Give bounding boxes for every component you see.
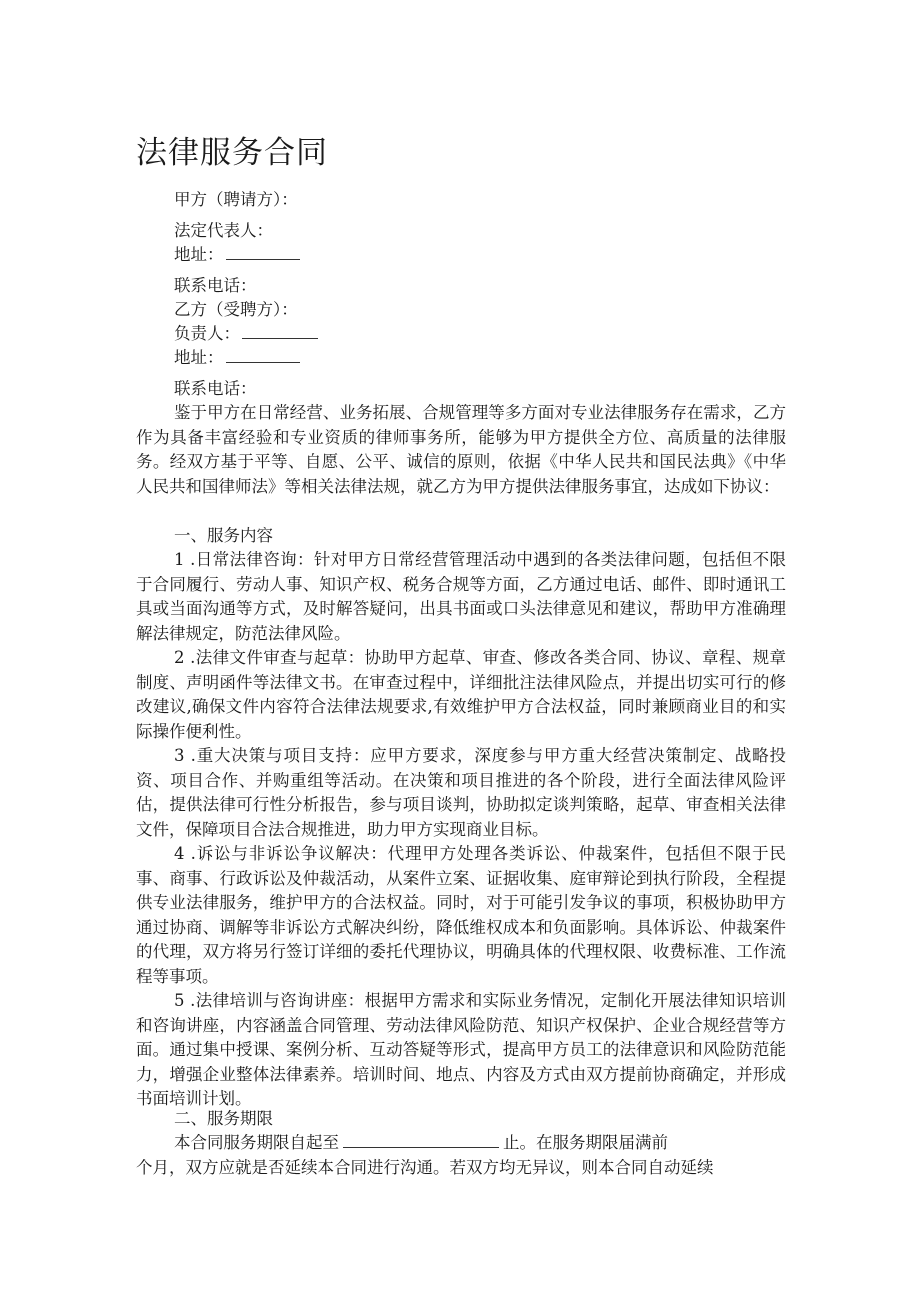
document-title: 法律服务合同 xyxy=(136,135,328,171)
party-a-label: 甲方（聘请方）： xyxy=(174,190,298,209)
service-item-5: 5 .法律培训与咨询讲座：根据甲方需求和实际业务情况，定制化开展法律知识培训和咨询讲座，内容涵盖合同管理、劳动法律风险防范、知识产权保护、企业合规经营等方面。通过集中授课、案例分析、互动答疑等形式，提高甲方员工的法律意识和风险防范能力，增强企业整体法律素养。培训时间、地点、内容及方式由双方提前协商确定，并形成书面培训计划。 xyxy=(136,991,786,1109)
term-end-blank xyxy=(343,1131,499,1148)
legal-rep-label: 法定代表人： xyxy=(174,221,273,240)
intro-paragraph: 鉴于甲方在日常经营、业务拓展、合规管理等多方面对专业法律服务存在需求，乙方作为具备丰富经验和专业资质的律师事务所，能够为甲方提供全方位、高质量的法律服务。经双方基于平等、自愿、公平、诚信的原则，依据《中华人民共和国民法典》《中华人民共和国律师法》等相关法律法规，就乙方为甲方提供法律服务事宜，达成如下协议： xyxy=(136,403,786,496)
address-a-blank xyxy=(226,243,300,260)
service-term-paragraph xyxy=(136,1131,786,1156)
responsible-blank xyxy=(242,322,318,339)
address-a-label: 地址： xyxy=(174,245,224,264)
address-b-blank xyxy=(226,346,300,363)
phone-b-label: 联系电话： xyxy=(174,379,257,398)
service-item-1: 1 .日常法律咨询：针对甲方日常经营管理活动中遇到的各类法律问题，包括但不限于合同履行、劳动人事、知识产权、税务合规等方面，乙方通过电话、邮件、即时通讯工具或当面沟通等方式，及时解答疑问，出具书面或口头法律意见和建议，帮助甲方准确理解法律规定，防范法律风险。 xyxy=(136,550,786,643)
term-suffix: 止。在服务期限届满前 xyxy=(503,1133,668,1152)
address-a-row xyxy=(174,243,300,267)
service-term-continuation: 个月，双方应就是否延续本合同进行沟通。若双方均无异议，则本合同自动延续 xyxy=(136,1158,714,1177)
term-prefix: 本合同服务期限自起至 xyxy=(174,1133,339,1152)
service-item-4: 4 .诉讼与非诉讼争议解决：代理甲方处理各类诉讼、仲裁案件，包括但不限于民事、商事、行政诉讼及仲裁活动，从案件立案、证据收集、庭审辩论到执行阶段，全程提供专业法律服务，维护甲方的合法权益。同时，对于可能引发争议的事项，积极协助甲方通过协商、调解等非诉讼方式解决纠纷，降低维权成本和负面影响。具体诉讼、仲裁案件的代理，双方将另行签订详细的委托代理协议，明确具体的代理权限、收费标准、工作流程等事项。 xyxy=(136,844,786,986)
section1-heading: 一、服务内容 xyxy=(174,526,273,545)
responsible-label: 负责人： xyxy=(174,324,240,343)
address-b-row xyxy=(174,346,300,370)
phone-a-label: 联系电话： xyxy=(174,276,257,295)
service-item-2: 2 .法律文件审查与起草：协助甲方起草、审查、修改各类合同、协议、章程、规章制度、声明函件等法律文书。在审查过程中，详细批注法律风险点，并提出切实可行的修改建议,确保文件内容符合法律法规要求,有效维护甲方合法权益，同时兼顾商业目的和实际操作便利性。 xyxy=(136,648,786,741)
service-item-3: 3 .重大决策与项目支持：应甲方要求，深度参与甲方重大经营决策制定、战略投资、项目合作、并购重组等活动。在决策和项目推进的各个阶段，进行全面法律风险评估，提供法律可行性分析报告，参与项目谈判，协助拟定谈判策略，起草、审查相关法律文件，保障项目合法合规推进，助力甲方实现商业目标。 xyxy=(136,746,786,839)
address-b-label: 地址： xyxy=(174,348,224,367)
responsible-row xyxy=(174,322,318,346)
party-b-label: 乙方（受聘方）： xyxy=(174,300,298,319)
section2-heading: 二、服务期限 xyxy=(174,1109,273,1128)
